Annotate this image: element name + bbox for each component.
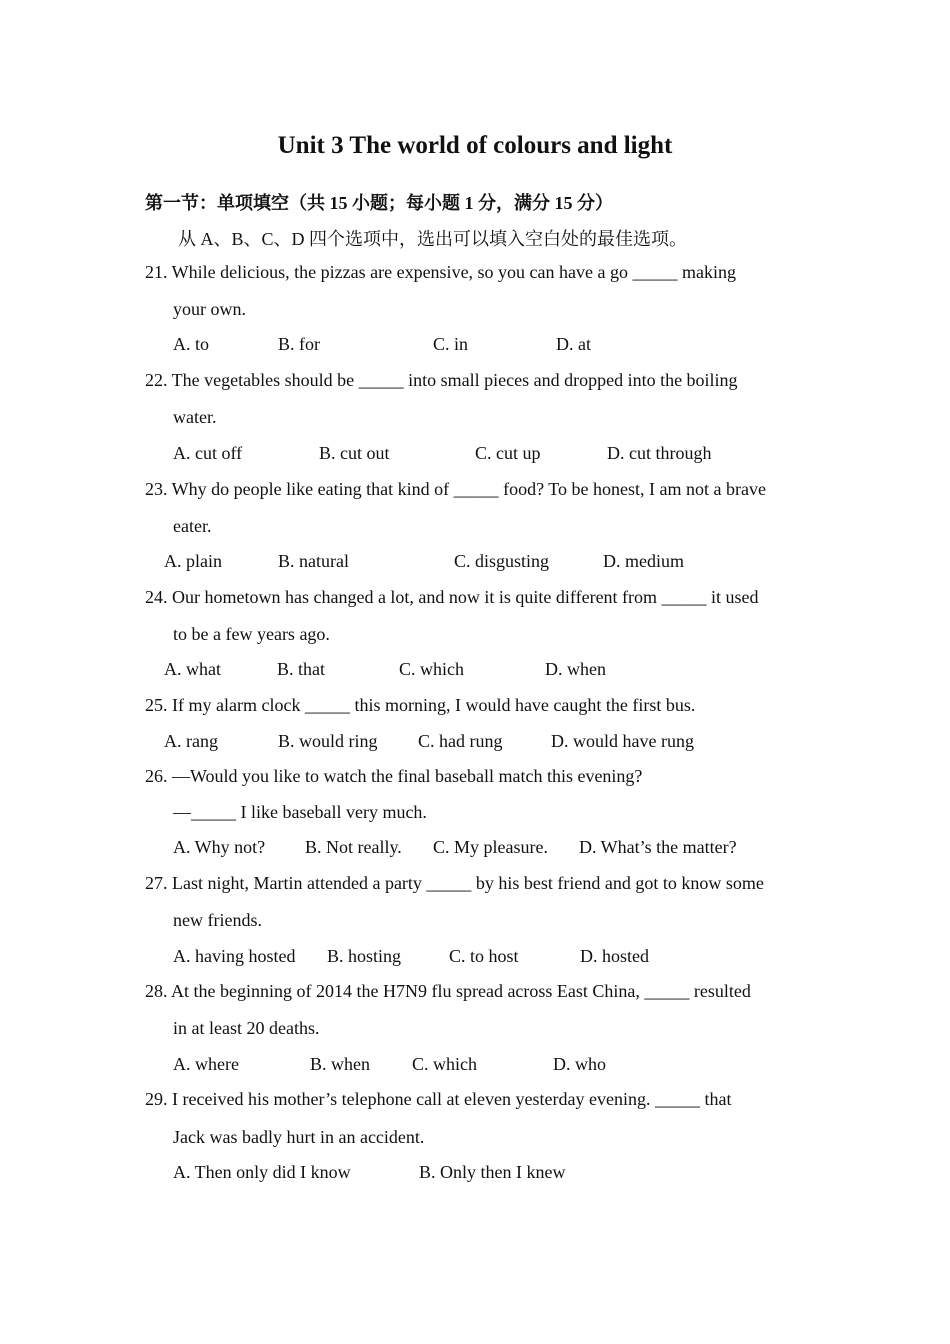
question-25-option-c: C. had rung [418, 731, 503, 751]
question-27-option-b: B. hosting [327, 946, 402, 966]
question-21-option-b: B. for [278, 334, 320, 354]
question-24-line-2: to be a few years ago. [173, 624, 330, 644]
question-23-line-2: eater. [173, 516, 212, 536]
question-22-option-d: D. cut through [607, 443, 712, 463]
question-21-line-2: your own. [173, 299, 246, 319]
question-24-option-b: B. that [277, 659, 325, 679]
question-22-option-c: C. cut up [475, 443, 541, 463]
question-26-option-c: C. My pleasure. [433, 837, 548, 857]
page-title: Unit 3 The world of colours and light [277, 132, 673, 159]
question-24-line-1: 24. Our hometown has changed a lot, and now it is quite different from _____ it used [145, 587, 759, 607]
question-25-option-d: D. would have rung [551, 731, 694, 751]
question-27-option-c: C. to host [449, 946, 519, 966]
question-23-option-b: B. natural [278, 551, 349, 571]
section-instruction: 从 A、B、C、D 四个选项中，选出可以填入空白处的最佳选项。 [178, 229, 688, 249]
question-24-option-a: A. what [164, 659, 221, 679]
question-28-option-b: B. when [310, 1054, 370, 1074]
question-29-line-1: 29. I received his mother’s telephone call at eleven yesterday evening. _____ that [145, 1089, 732, 1109]
question-29-option-b: B. Only then I knew [419, 1162, 566, 1182]
section-heading: 第一节：单项填空（共 15 小题；每小题 1 分，满分 15 分） [145, 193, 613, 213]
question-23-line-1: 23. Why do people like eating that kind of _____ food? To be honest, I am not a brave [145, 479, 766, 499]
question-27-option-a: A. having hosted [173, 946, 296, 966]
question-22-option-b: B. cut out [319, 443, 390, 463]
question-23-option-d: D. medium [603, 551, 684, 571]
question-28-line-2: in at least 20 deaths. [173, 1018, 320, 1038]
question-25-option-a: A. rang [164, 731, 218, 751]
question-25-line-1: 25. If my alarm clock _____ this morning, I would have caught the first bus. [145, 695, 696, 715]
question-27-line-1: 27. Last night, Martin attended a party _____ by his best friend and got to know some [145, 873, 764, 893]
question-26-option-b: B. Not really. [305, 837, 402, 857]
question-26-option-d: D. What’s the matter? [579, 837, 737, 857]
question-25-option-b: B. would ring [278, 731, 378, 751]
question-27-option-d: D. hosted [580, 946, 649, 966]
question-24-option-d: D. when [545, 659, 606, 679]
question-23-option-a: A. plain [164, 551, 222, 571]
question-29-option-a: A. Then only did I know [173, 1162, 351, 1182]
question-22-option-a: A. cut off [173, 443, 243, 463]
question-21-line-1: 21. While delicious, the pizzas are expensive, so you can have a go _____ making [145, 262, 736, 282]
question-21-option-c: C. in [433, 334, 469, 354]
question-28-line-1: 28. At the beginning of 2014 the H7N9 flu spread across East China, _____ resulted [145, 981, 751, 1001]
question-27-line-2: new friends. [173, 910, 262, 930]
question-21-option-a: A. to [173, 334, 209, 354]
question-22-line-2: water. [173, 407, 217, 427]
question-26-option-a: A. Why not? [173, 837, 266, 857]
question-29-line-2: Jack was badly hurt in an accident. [173, 1127, 425, 1147]
question-26-line-2: —_____ I like baseball very much. [173, 802, 427, 822]
question-26-line-1: 26. —Would you like to watch the final baseball match this evening? [145, 766, 643, 786]
question-28-option-a: A. where [173, 1054, 239, 1074]
question-23-option-c: C. disgusting [454, 551, 550, 571]
question-28-option-d: D. who [553, 1054, 606, 1074]
question-21-option-d: D. at [556, 334, 591, 354]
question-22-line-1: 22. The vegetables should be _____ into small pieces and dropped into the boiling [145, 370, 738, 390]
question-24-option-c: C. which [399, 659, 464, 679]
question-28-option-c: C. which [412, 1054, 477, 1074]
